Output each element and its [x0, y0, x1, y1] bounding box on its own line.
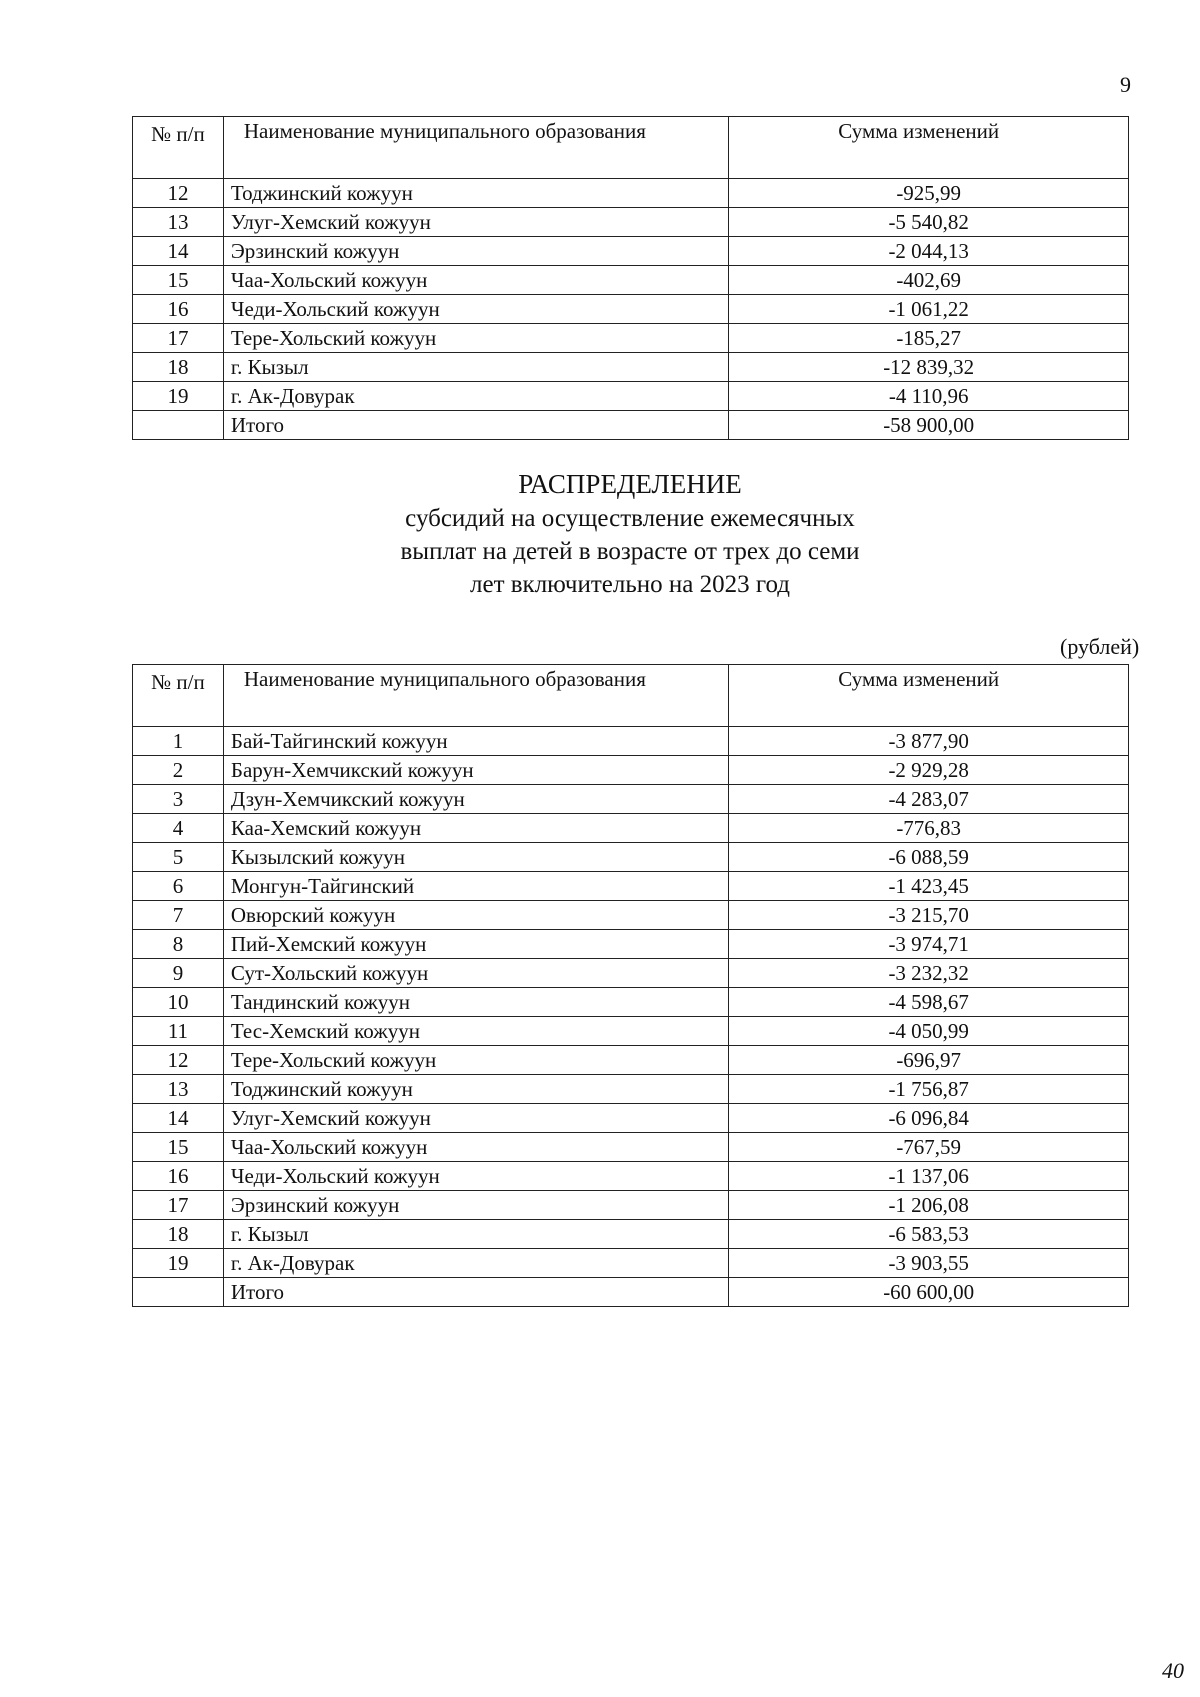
change-amount: -1 423,45 — [729, 872, 1129, 901]
row-number: 14 — [133, 237, 224, 266]
change-amount: -925,99 — [729, 179, 1129, 208]
change-amount: -3 877,90 — [729, 727, 1129, 756]
table-row — [133, 1249, 1129, 1278]
table-header-row — [133, 117, 1129, 179]
row-number: 13 — [133, 208, 224, 237]
page-number: 9 — [1120, 72, 1131, 97]
table-row — [133, 930, 1129, 959]
table-row — [133, 1046, 1129, 1075]
row-number: 18 — [133, 353, 224, 382]
table-row — [133, 756, 1129, 785]
heading-line-1: субсидий на осуществление ежемесячных — [405, 505, 855, 532]
change-amount: -1 206,08 — [729, 1191, 1129, 1220]
subsidy-distribution-table — [132, 664, 1129, 1307]
change-amount: -4 050,99 — [729, 1017, 1129, 1046]
row-number: 7 — [133, 901, 224, 930]
total-row — [133, 411, 1129, 440]
table-row — [133, 785, 1129, 814]
total-row — [133, 1278, 1129, 1307]
row-number: 9 — [133, 959, 224, 988]
table-row — [133, 1220, 1129, 1249]
column-header-number: № п/п — [133, 665, 224, 727]
change-amount: -1 756,87 — [729, 1075, 1129, 1104]
municipality-name: г. Ак-Довурак — [223, 1249, 729, 1278]
municipality-name: Эрзинский кожуун — [223, 237, 729, 266]
table-row — [133, 382, 1129, 411]
column-header-number: № п/п — [133, 117, 224, 179]
change-amount: -3 232,32 — [729, 959, 1129, 988]
row-number: 16 — [133, 1162, 224, 1191]
change-amount: -3 903,55 — [729, 1249, 1129, 1278]
row-number: 14 — [133, 1104, 224, 1133]
change-amount: -696,97 — [729, 1046, 1129, 1075]
change-amount: -1 061,22 — [729, 295, 1129, 324]
municipality-name: Чаа-Хольский кожуун — [223, 266, 729, 295]
change-amount: -767,59 — [729, 1133, 1129, 1162]
table-row — [133, 1017, 1129, 1046]
change-amount: -58 900,00 — [729, 411, 1129, 440]
row-number: 8 — [133, 930, 224, 959]
subsidy-table-continued — [132, 116, 1129, 440]
change-amount: -6 088,59 — [729, 843, 1129, 872]
row-number: 12 — [133, 1046, 224, 1075]
municipality-name: Пий-Хемский кожуун — [223, 930, 729, 959]
column-header-sum: Сумма изменений — [729, 117, 1129, 179]
change-amount: -60 600,00 — [729, 1278, 1129, 1307]
table-row — [133, 1075, 1129, 1104]
table-row — [133, 237, 1129, 266]
row-number: 13 — [133, 1075, 224, 1104]
change-amount: -4 598,67 — [729, 988, 1129, 1017]
row-number: 6 — [133, 872, 224, 901]
change-amount: -5 540,82 — [729, 208, 1129, 237]
row-number: 15 — [133, 266, 224, 295]
municipality-name: Чаа-Хольский кожуун — [223, 1133, 729, 1162]
units-label: (рублей) — [1060, 634, 1140, 659]
row-number — [133, 1278, 224, 1307]
municipality-name: Сут-Хольский кожуун — [223, 959, 729, 988]
table-row — [133, 353, 1129, 382]
change-amount: -1 137,06 — [729, 1162, 1129, 1191]
table-row — [133, 179, 1129, 208]
corner-handwritten-mark: 40 — [1162, 1658, 1184, 1683]
row-number: 15 — [133, 1133, 224, 1162]
table-row — [133, 324, 1129, 353]
table-row — [133, 988, 1129, 1017]
row-number: 19 — [133, 382, 224, 411]
table-row — [133, 959, 1129, 988]
municipality-name: Итого — [223, 1278, 729, 1307]
municipality-name: Тере-Хольский кожуун — [223, 1046, 729, 1075]
table-row — [133, 901, 1129, 930]
distribution-heading — [180, 466, 1080, 601]
row-number: 17 — [133, 1191, 224, 1220]
row-number: 2 — [133, 756, 224, 785]
change-amount: -6 096,84 — [729, 1104, 1129, 1133]
municipality-name: Барун-Хемчикский кожуун — [223, 756, 729, 785]
change-amount: -6 583,53 — [729, 1220, 1129, 1249]
municipality-name: Тандинский кожуун — [223, 988, 729, 1017]
table-row — [133, 872, 1129, 901]
municipality-name: Кызылский кожуун — [223, 843, 729, 872]
change-amount: -3 974,71 — [729, 930, 1129, 959]
municipality-name: Тоджинский кожуун — [223, 179, 729, 208]
table-row — [133, 727, 1129, 756]
municipality-name: Улуг-Хемский кожуун — [223, 1104, 729, 1133]
row-number — [133, 411, 224, 440]
municipality-name: Чеди-Хольский кожуун — [223, 1162, 729, 1191]
table-body — [133, 727, 1129, 1307]
municipality-name: Чеди-Хольский кожуун — [223, 295, 729, 324]
municipality-name: г. Ак-Довурак — [223, 382, 729, 411]
change-amount: -3 215,70 — [729, 901, 1129, 930]
row-number: 19 — [133, 1249, 224, 1278]
municipality-name: Эрзинский кожуун — [223, 1191, 729, 1220]
municipality-name: Тоджинский кожуун — [223, 1075, 729, 1104]
municipality-name: г. Кызыл — [223, 1220, 729, 1249]
table-row — [133, 208, 1129, 237]
table-body — [133, 179, 1129, 440]
municipality-name: Дзун-Хемчикский кожуун — [223, 785, 729, 814]
row-number: 10 — [133, 988, 224, 1017]
row-number: 11 — [133, 1017, 224, 1046]
municipality-name: Тес-Хемский кожуун — [223, 1017, 729, 1046]
row-number: 1 — [133, 727, 224, 756]
row-number: 16 — [133, 295, 224, 324]
change-amount: -12 839,32 — [729, 353, 1129, 382]
municipality-name: г. Кызыл — [223, 353, 729, 382]
heading-line-3: лет включительно на 2023 год — [470, 571, 790, 598]
table-row — [133, 1133, 1129, 1162]
table-row — [133, 814, 1129, 843]
row-number: 3 — [133, 785, 224, 814]
column-header-municipality: Наименование муниципального образования — [223, 117, 729, 179]
table-row — [133, 1162, 1129, 1191]
heading-line-2: выплат на детей в возрасте от трех до семи — [400, 538, 860, 565]
table-row — [133, 266, 1129, 295]
municipality-name: Улуг-Хемский кожуун — [223, 208, 729, 237]
table-row — [133, 843, 1129, 872]
column-header-sum: Сумма изменений — [729, 665, 1129, 727]
row-number: 17 — [133, 324, 224, 353]
change-amount: -185,27 — [729, 324, 1129, 353]
row-number: 5 — [133, 843, 224, 872]
municipality-name: Тере-Хольский кожуун — [223, 324, 729, 353]
row-number: 18 — [133, 1220, 224, 1249]
table-row — [133, 295, 1129, 324]
change-amount: -2 044,13 — [729, 237, 1129, 266]
municipality-name: Итого — [223, 411, 729, 440]
municipality-name: Овюрский кожуун — [223, 901, 729, 930]
change-amount: -2 929,28 — [729, 756, 1129, 785]
municipality-name: Бай-Тайгинский кожуун — [223, 727, 729, 756]
table-header-row — [133, 665, 1129, 727]
table-row — [133, 1104, 1129, 1133]
change-amount: -402,69 — [729, 266, 1129, 295]
municipality-name: Каа-Хемский кожуун — [223, 814, 729, 843]
change-amount: -4 283,07 — [729, 785, 1129, 814]
table-row — [133, 1191, 1129, 1220]
column-header-municipality: Наименование муниципального образования — [223, 665, 729, 727]
municipality-name: Монгун-Тайгинский — [223, 872, 729, 901]
row-number: 12 — [133, 179, 224, 208]
heading-title: РАСПРЕДЕЛЕНИЕ — [518, 469, 742, 499]
change-amount: -4 110,96 — [729, 382, 1129, 411]
row-number: 4 — [133, 814, 224, 843]
change-amount: -776,83 — [729, 814, 1129, 843]
